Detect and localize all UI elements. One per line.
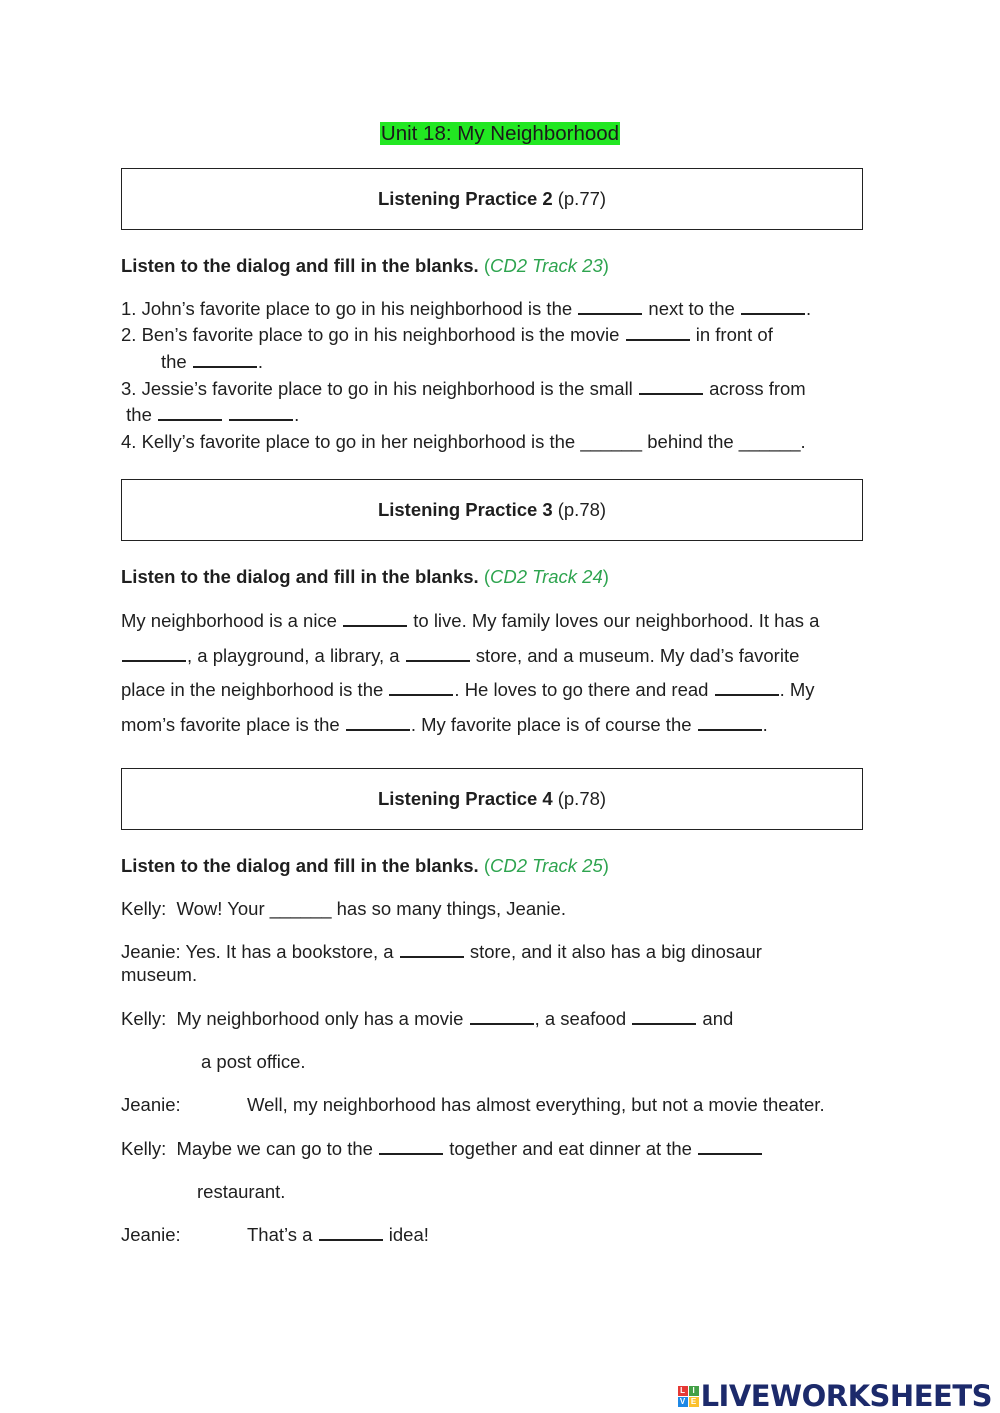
logo-text: LIVEWORKSHEETS — [700, 1379, 992, 1413]
blank-field[interactable] — [698, 1139, 762, 1155]
track-open: ( — [483, 855, 491, 876]
paragraph-line: , a playground, a library, a store, and a museum. My dad’s favorite — [121, 645, 799, 667]
dialog-line: restaurant. — [197, 1181, 286, 1202]
paragraph-line: place in the neighborhood is the . He loves to go there and read . My — [121, 679, 815, 700]
page-title-wrapper — [0, 121, 1000, 147]
track-label: CD2 Track 25 — [490, 855, 603, 876]
blank-field[interactable] — [698, 715, 762, 731]
dialog-line: Kelly: Maybe we can go to the together and eat dinner at the — [121, 1138, 763, 1160]
blank-field[interactable] — [346, 715, 410, 731]
section-page: (p.78) — [557, 788, 607, 809]
liveworksheets-logo — [678, 1379, 992, 1413]
blank-field[interactable] — [715, 680, 779, 696]
blank-field[interactable] — [470, 1009, 534, 1025]
blank-field[interactable] — [639, 379, 703, 395]
blank-field[interactable] — [741, 299, 805, 315]
list-item: the . — [121, 404, 300, 425]
dialog-line — [121, 1094, 181, 1116]
blank-field[interactable] — [389, 680, 453, 696]
instruction-practice-4 — [121, 855, 609, 877]
instruction-text: Listen to the dialog and fill in the blanks. — [121, 255, 479, 276]
paragraph-line: mom’s favorite place is the . My favorite place is of course the . — [121, 714, 768, 735]
dialog-line — [121, 1224, 181, 1246]
list-item: 4. Kelly’s favorite place to go in her neighborhood is the ______ behind the ______. — [121, 431, 806, 452]
section-header-practice-2 — [121, 168, 863, 230]
dialog-line: Kelly: Wow! Your ______ has so many things, Jeanie. — [121, 898, 566, 919]
blank-field[interactable] — [158, 405, 222, 421]
list-item: 1. John’s favorite place to go in his neighborhood is the next to the . — [121, 298, 812, 319]
blank-field[interactable] — [319, 1225, 383, 1241]
dialog-line: Well, my neighborhood has almost everything, but not a movie theater. — [247, 1094, 825, 1115]
blank-field[interactable] — [406, 646, 470, 662]
dialog-line: Jeanie: Yes. It has a bookstore, a store, and it also has a big dinosaur — [121, 941, 762, 962]
blank-field[interactable] — [229, 405, 293, 421]
dialog-line: Kelly: My neighborhood only has a movie , a seafood and — [121, 1008, 734, 1029]
paragraph-line: My neighborhood is a nice to live. My family loves our neighborhood. It has a — [121, 610, 820, 631]
track-close: ) — [602, 566, 609, 587]
section-heading: Listening Practice 4 — [377, 788, 553, 809]
instruction-text: Listen to the dialog and fill in the blanks. — [121, 566, 479, 587]
section-heading: Listening Practice 3 — [377, 499, 553, 520]
dialog-line: a post office. — [201, 1051, 306, 1072]
section-heading: Listening Practice 2 — [377, 188, 553, 209]
section-page: (p.78) — [557, 499, 607, 520]
blank-field[interactable] — [400, 942, 464, 958]
list-item: 3. Jessie’s favorite place to go in his neighborhood is the small across from — [121, 378, 806, 399]
instruction-practice-3 — [121, 566, 609, 588]
logo-icon: L I V E — [678, 1386, 699, 1407]
blank-field[interactable] — [379, 1139, 443, 1155]
instruction-text: Listen to the dialog and fill in the blanks. — [121, 855, 479, 876]
blank-field[interactable] — [193, 352, 257, 368]
instruction-practice-2 — [121, 255, 609, 277]
section-header-practice-3 — [121, 479, 863, 541]
list-item: 2. Ben’s favorite place to go in his neighborhood is the movie in front of — [121, 324, 773, 345]
speaker-label: Jeanie: — [121, 1224, 181, 1245]
track-open: ( — [483, 255, 491, 276]
page-title: Unit 18: My Neighborhood — [380, 122, 620, 145]
blank-field[interactable] — [343, 611, 407, 627]
blank-field[interactable] — [626, 325, 690, 341]
track-close: ) — [602, 855, 609, 876]
dialog-line: museum. — [121, 964, 198, 985]
section-page: (p.77) — [557, 188, 607, 209]
blank-field[interactable] — [122, 646, 186, 662]
track-close: ) — [602, 255, 609, 276]
speaker-label: Jeanie: — [121, 1094, 181, 1115]
list-item: the . — [161, 351, 263, 372]
track-open: ( — [483, 566, 491, 587]
blank-field[interactable] — [632, 1009, 696, 1025]
section-header-practice-4 — [121, 768, 863, 830]
blank-field[interactable] — [578, 299, 642, 315]
track-label: CD2 Track 24 — [490, 566, 603, 587]
track-label: CD2 Track 23 — [490, 255, 603, 276]
dialog-line: That’s a idea! — [247, 1224, 429, 1245]
